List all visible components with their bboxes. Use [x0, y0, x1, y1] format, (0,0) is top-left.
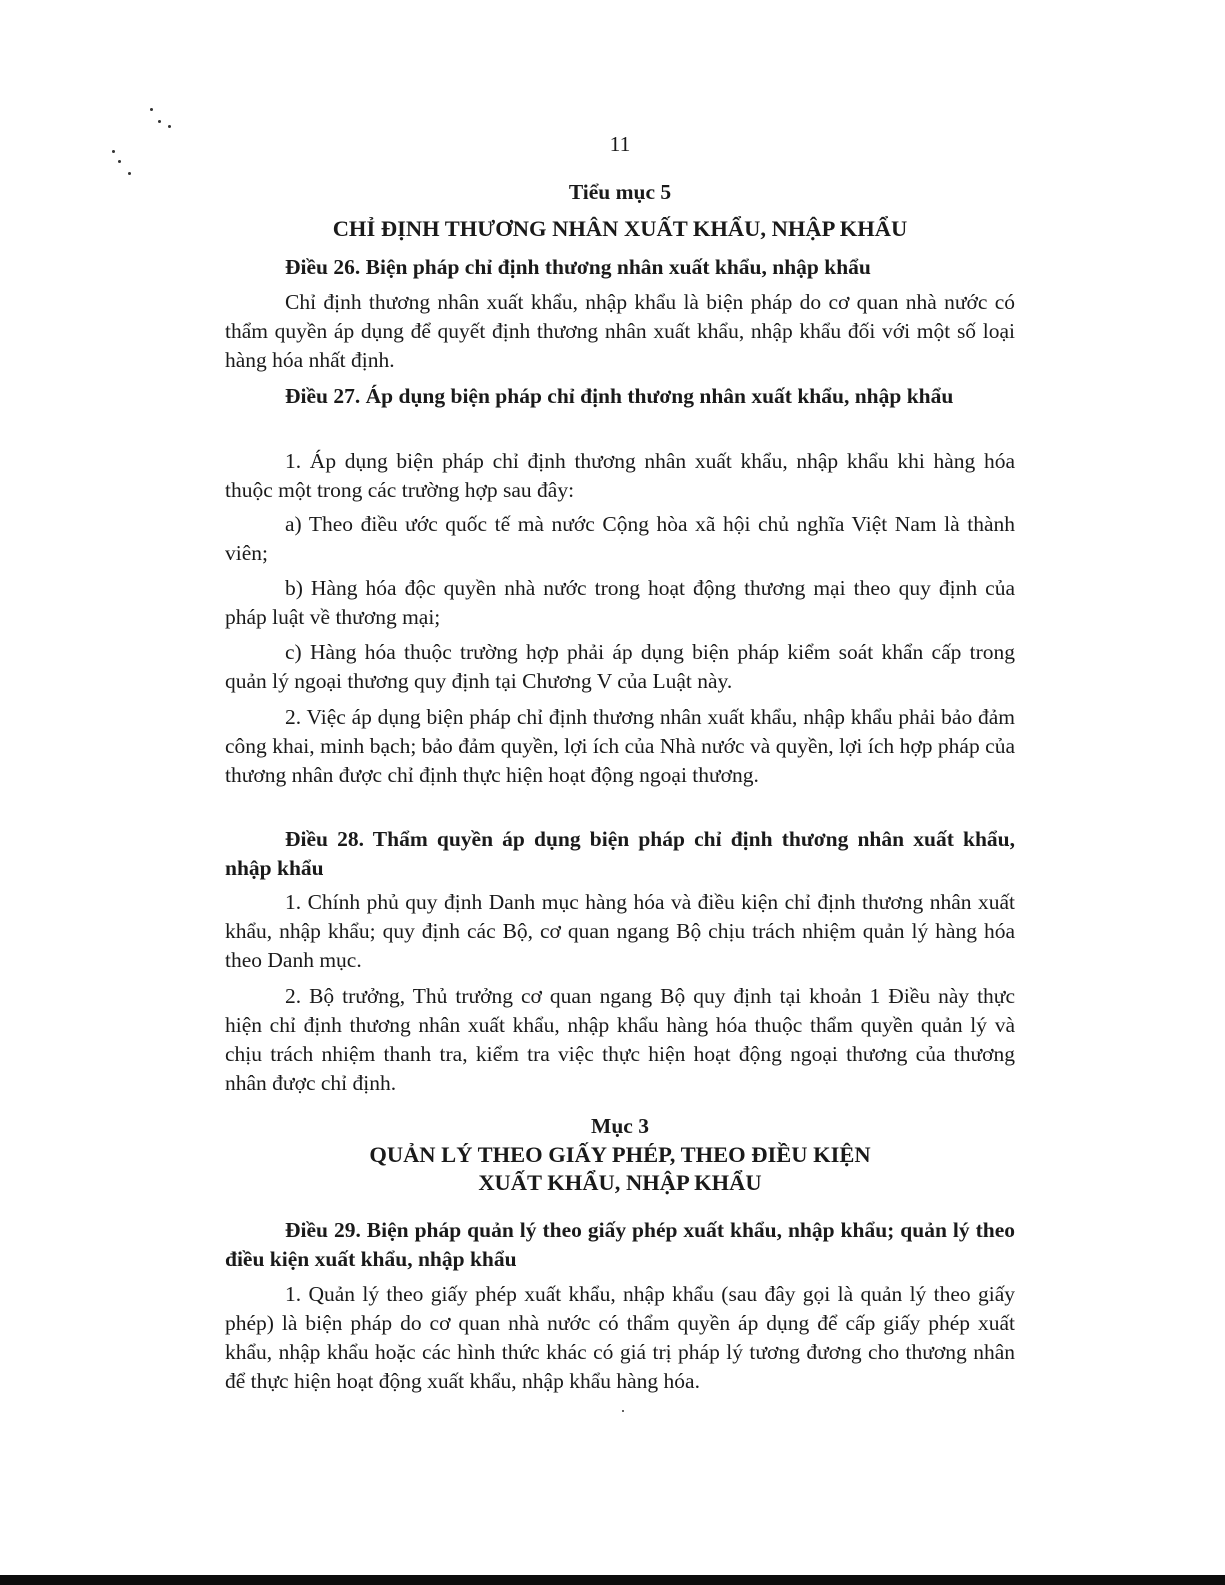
section-title-line-2: XUẤT KHẨU, NHẬP KHẨU: [478, 1170, 762, 1195]
section-label: Mục 3: [591, 1114, 649, 1138]
scan-bottom-edge: [0, 1575, 1225, 1585]
subsection-title: CHỈ ĐỊNH THƯƠNG NHÂN XUẤT KHẨU, NHẬP KHẨU: [332, 216, 908, 241]
subsection-label: Tiểu mục 5: [568, 180, 672, 204]
article-29-title: Điều 29. Biện pháp quản lý theo giấy phép xuất khẩu, nhập khẩu; quản lý theo điều kiện xuất khẩu, nhập khẩu: [225, 1218, 1015, 1271]
scan-speck: [622, 1410, 624, 1412]
page-number: 11: [609, 132, 631, 156]
article-27-clause-1: 1. Áp dụng biện pháp chỉ định thương nhân xuất khẩu, nhập khẩu khi hàng hóa thuộc một trong các trường hợp sau đây:: [225, 449, 1015, 502]
article-27-clause-2: 2. Việc áp dụng biện pháp chỉ định thương nhân xuất khẩu, nhập khẩu phải bảo đảm công khai, minh bạch; bảo đảm quyền, lợi ích của Nhà nước và quyền, lợi ích hợp pháp của thương nhân được chỉ định thực hiện hoạt động ngoại thương.: [225, 705, 1015, 787]
scan-speck: [168, 125, 171, 128]
article-29-clause-1: 1. Quản lý theo giấy phép xuất khẩu, nhập khẩu (sau đây gọi là quản lý theo giấy phép) là biện pháp do cơ quan nhà nước có thẩm quyền áp dụng để cấp giấy phép xuất khẩu, nhập khẩu hoặc các hình thức khác có giá trị pháp lý tương đương cho thương nhân để thực hiện hoạt động xuất khẩu, nhập khẩu hàng hóa.: [225, 1282, 1015, 1393]
article-27-point-a: a) Theo điều ước quốc tế mà nước Cộng hòa xã hội chủ nghĩa Việt Nam là thành viên;: [225, 512, 1015, 565]
article-26-title: Điều 26. Biện pháp chỉ định thương nhân xuất khẩu, nhập khẩu: [285, 255, 871, 279]
article-28-clause-2: 2. Bộ trưởng, Thủ trưởng cơ quan ngang Bộ quy định tại khoản 1 Điều này thực hiện chỉ định thương nhân xuất khẩu, nhập khẩu hàng hóa thuộc thẩm quyền quản lý và chịu trách nhiệm thanh tra, kiểm tra việc thực hiện hoạt động ngoại thương của thương nhân được chỉ định.: [225, 984, 1015, 1095]
article-28-clause-1: 1. Chính phủ quy định Danh mục hàng hóa và điều kiện chỉ định thương nhân xuất khẩu, nhập khẩu; quy định các Bộ, cơ quan ngang Bộ chịu trách nhiệm quản lý hàng hóa theo Danh mục.: [225, 890, 1015, 972]
section-title-line-1: QUẢN LÝ THEO GIẤY PHÉP, THEO ĐIỀU KIỆN: [369, 1142, 871, 1167]
scan-speck: [118, 160, 121, 163]
article-27-point-c: c) Hàng hóa thuộc trường hợp phải áp dụng biện pháp kiểm soát khẩn cấp trong quản lý ngoại thương quy định tại Chương V của Luật này.: [225, 640, 1015, 693]
article-27-title: Điều 27. Áp dụng biện pháp chỉ định thương nhân xuất khẩu, nhập khẩu: [285, 384, 954, 408]
scan-speck: [112, 150, 115, 153]
scan-speck: [128, 172, 131, 175]
article-28-title: Điều 28. Thẩm quyền áp dụng biện pháp chỉ định thương nhân xuất khẩu, nhập khẩu: [225, 827, 1015, 880]
article-26-paragraph: Chỉ định thương nhân xuất khẩu, nhập khẩu là biện pháp do cơ quan nhà nước có thẩm quyền áp dụng để quyết định thương nhân xuất khẩu, nhập khẩu đối với một số loại hàng hóa nhất định.: [225, 290, 1015, 372]
article-27-point-b: b) Hàng hóa độc quyền nhà nước trong hoạt động thương mại theo quy định của pháp luật về thương mại;: [225, 576, 1015, 629]
scan-speck: [158, 120, 161, 123]
scan-speck: [150, 108, 153, 111]
